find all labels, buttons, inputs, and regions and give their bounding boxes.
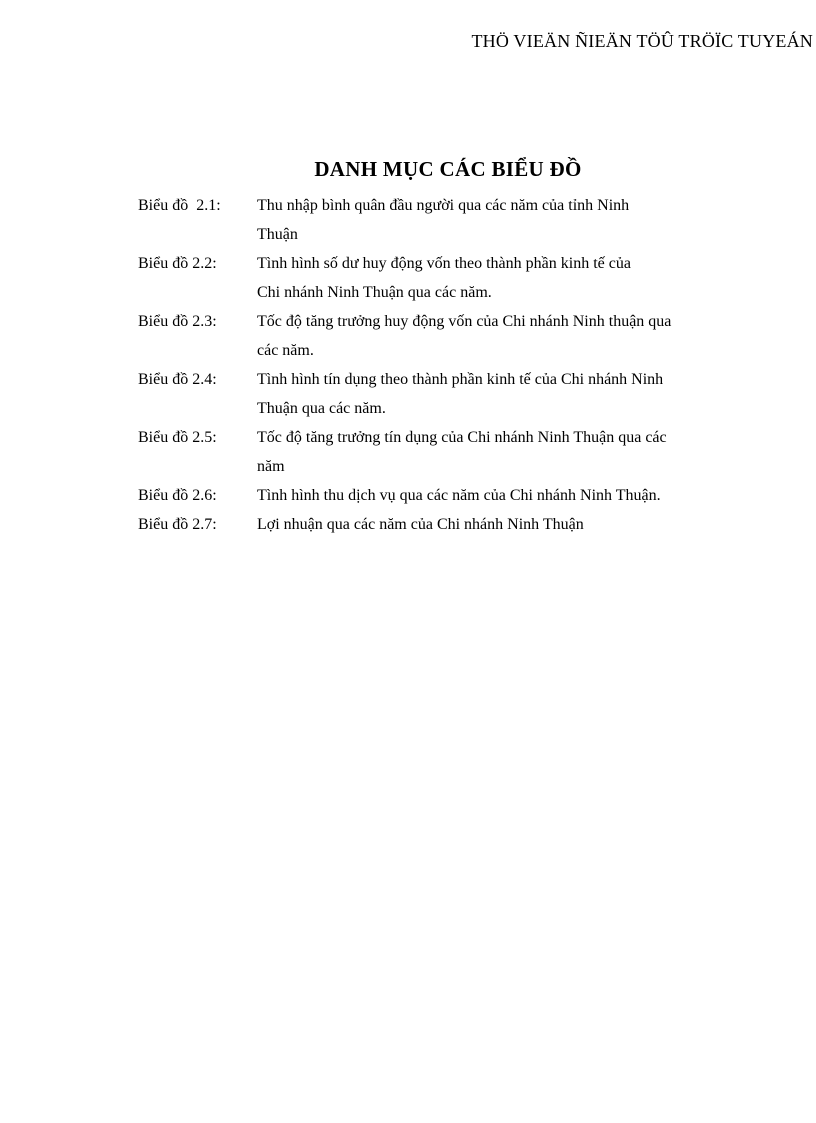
chart-caption: Tình hình tín dụng theo thành phần kinh tế của Chi nhánh Ninh Thuận qua các năm. bbox=[257, 371, 664, 417]
page-title: DANH MỤC CÁC BIỂU ĐỒ bbox=[314, 157, 582, 181]
chart-caption: Tình hình thu dịch vụ qua các năm của Chi nhánh Ninh Thuận. bbox=[257, 487, 661, 504]
chart-list-item bbox=[138, 365, 738, 423]
chart-list bbox=[138, 191, 738, 539]
chart-number-label: Biểu đồ 2.7: bbox=[138, 516, 217, 533]
chart-number-label: Biểu đồ 2.1: bbox=[138, 197, 221, 214]
chart-number-label: Biểu đồ 2.2: bbox=[138, 255, 217, 272]
chart-number-label: Biểu đồ 2.5: bbox=[138, 429, 217, 446]
chart-list-item bbox=[138, 481, 738, 510]
chart-caption: Tốc độ tăng trưởng tín dụng của Chi nhánh Ninh Thuận qua các năm bbox=[257, 429, 667, 475]
chart-list-item bbox=[138, 423, 738, 481]
chart-caption: Thu nhập bình quân đầu người qua các năm của tỉnh Ninh Thuận bbox=[257, 197, 630, 243]
chart-list-item bbox=[138, 249, 738, 307]
chart-list-item bbox=[138, 307, 738, 365]
chart-number-label: Biểu đồ 2.3: bbox=[138, 313, 217, 330]
chart-number-label: Biểu đồ 2.6: bbox=[138, 487, 217, 504]
chart-list-item bbox=[138, 510, 738, 539]
chart-list-item bbox=[138, 191, 738, 249]
chart-caption: Tình hình số dư huy động vốn theo thành phần kinh tế của Chi nhánh Ninh Thuận qua các năm. bbox=[257, 255, 631, 301]
page-header: THÖ VIEÄN ÑIEÄN TÖÛ TRÖÏC TUYEÁN bbox=[471, 31, 813, 51]
chart-number-label: Biểu đồ 2.4: bbox=[138, 371, 217, 388]
chart-caption: Lợi nhuận qua các năm của Chi nhánh Ninh Thuận bbox=[257, 516, 584, 533]
chart-caption: Tốc độ tăng trưởng huy động vốn của Chi nhánh Ninh thuận qua các năm. bbox=[257, 313, 672, 359]
